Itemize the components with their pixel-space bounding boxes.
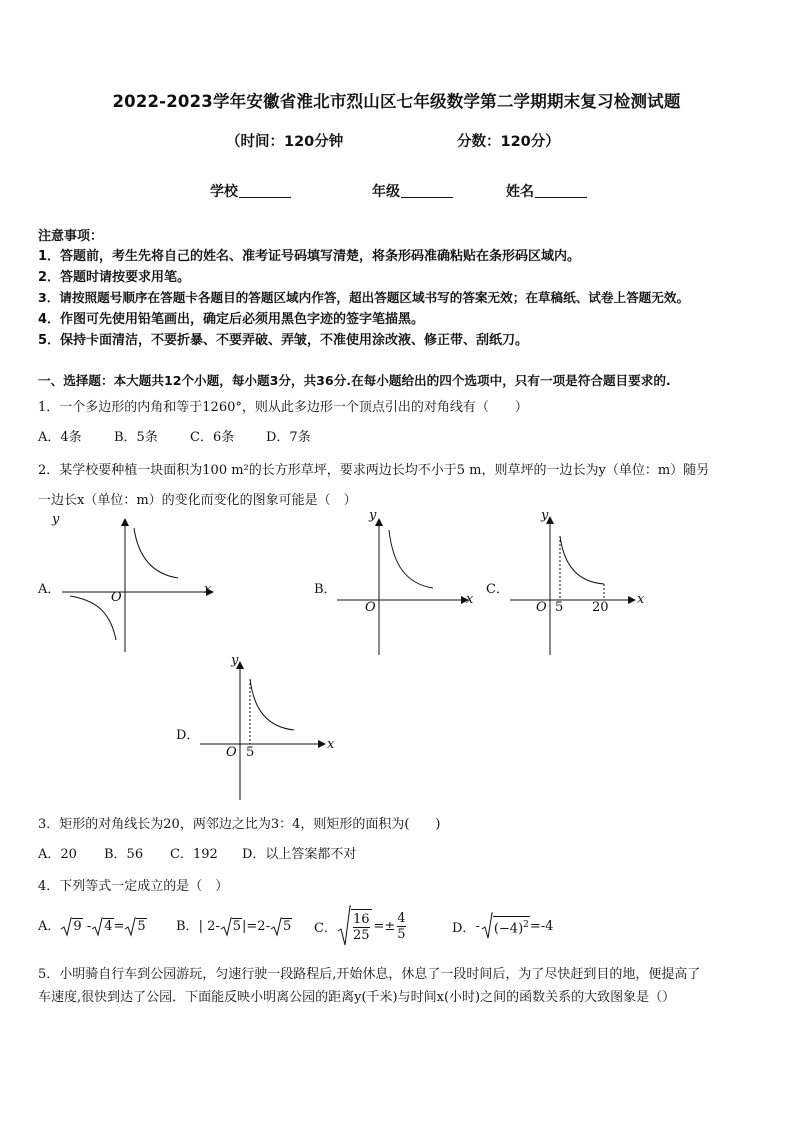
name-label: 姓名 [506,184,534,200]
q3-option-b[interactable]: B．56 [104,847,144,862]
grade-field [372,181,453,201]
grade-label: 年级 [372,184,400,200]
q4-d-result: =-4 [529,918,554,934]
q1-option-d[interactable]: D．7条 [266,430,311,445]
q4-c-equals: =± [373,918,396,934]
page-title: 2022-2023学年安徽省淮北市烈山区七年级数学第二学期期末复习检测试题 [112,92,681,111]
name-blank[interactable] [535,183,587,198]
graph-c [508,510,648,658]
sqrt-icon [481,912,493,940]
graph-a-origin: O [111,590,122,605]
q1-option-b[interactable]: B．5条 [114,430,158,445]
notice-item-4: 4．作图可先使用铅笔画出，确定后必须用黑色字迹的签字笔描黑。 [38,312,425,327]
question-3-stem: 3．矩形的对角线长为20，两邻边之比为3：4，则矩形的面积为( ) [38,817,441,832]
q4-d-radicand [493,916,530,936]
q4-b-radicand-2: 5 [282,919,292,934]
q4-c-denominator-2: 5 [397,926,406,942]
q3-option-a[interactable]: A．20 [38,847,77,862]
q4-c-denominator-1: 25 [352,928,370,943]
question-1-stem: 1．一个多边形的内角和等于1260°，则从此多边形一个顶点引出的对角线有（ ） [38,400,528,415]
sqrt-icon [60,917,72,937]
sqrt-icon [91,917,103,937]
exam-time: （时间：120分钟 [226,134,344,150]
q4-option-c-label: C． [314,920,337,936]
graph-b [335,510,495,658]
q3-option-d[interactable]: D．以上答案都不对 [242,847,357,862]
q4-option-d[interactable] [452,912,553,940]
question-2-stem-line2: 一边长x（单位：m）的变化而变化的图象可能是（ ） [38,493,357,508]
q4-c-fraction-1 [351,909,372,943]
sqrt-icon [270,917,282,937]
sqrt-icon [220,917,232,937]
q4-b-part-2: |=2- [242,919,270,934]
graph-c-tick-5: 5 [555,600,564,615]
notice-item-5: 5．保持卡面清洁，不要折暴、不要弄破、弄皱，不准使用涂改液、修正带、刮纸刀。 [38,333,529,348]
q4-a-radicand-1: 9 [73,919,82,934]
graph-c-label[interactable]: C． [486,582,509,597]
exam-score: 分数：120分） [457,134,560,150]
question-3-options [38,843,356,862]
q3-option-c[interactable]: C．192 [170,847,218,862]
graph-b-x-label: x [466,592,474,607]
school-label: 学校 [210,184,238,200]
graph-c-tick-20: 20 [592,600,609,615]
name-field [506,181,587,201]
q4-option-d-label: D． [452,920,476,936]
notice-heading: 注意事项： [38,229,104,244]
q4-a-radicand-2: 4 [104,919,113,934]
graph-a-y-label: y [52,512,60,527]
notice-item-3: 3．请按照题号顺序在答题卡各题目的答题区域内作答，超出答题区域书写的答案无效；在草稿纸、试卷上答题无效。 [38,290,690,305]
q1-option-c[interactable]: C．6条 [190,430,235,445]
q4-b-part-1: | 2- [198,919,220,934]
q4-option-c[interactable] [314,905,406,947]
graph-c-origin: O [536,600,547,615]
q4-c-numerator-2: 4 [397,910,406,926]
question-5-stem-line2: 车速度,很快到达了公园．下面能反映小明离公园的距离y(千米)与时间x(小时)之间的函数关系的大致图象是（） [38,990,676,1005]
grade-blank[interactable] [401,183,453,198]
q4-a-radicand-3: 5 [137,919,146,934]
q4-d-exponent: 2 [523,919,529,930]
q4-d-minus: - [475,918,480,934]
graph-a-label[interactable]: A． [38,582,61,597]
question-5-stem-line1: 5．小明骑自行车到公园游玩，匀速行驶一段路程后,开始休息，休息了一段时间后，为了尽快赶到目的地，便提高了 [38,967,701,982]
graph-d-x-label: x [327,737,335,752]
question-1-options [38,426,311,445]
graph-d-tick-5: 5 [246,745,255,760]
q4-option-b-label: B． [176,919,199,934]
question-4-stem: 4．下列等式一定成立的是（ ） [38,879,229,894]
graph-d-label[interactable]: D． [176,728,200,743]
q4-d-base: (−4) [493,921,524,937]
notice-item-2: 2．答题时请按要求用笔。 [38,270,191,285]
graph-b-y-label: y [369,508,377,523]
sqrt-icon [337,905,351,947]
graph-d-origin: O [226,745,237,760]
school-field [210,181,291,201]
q4-option-b[interactable] [176,915,292,937]
graph-c-x-label: x [637,592,645,607]
graph-a [60,510,220,655]
q4-b-radicand-1: 5 [232,919,242,934]
question-2-stem-line1: 2．某学校要种植一块面积为100 m²的长方形草坪，要求两边长均不小于5 m，则草坪的一边长为y（单位：m）随另 [38,463,710,478]
graph-d-y-label: y [231,653,239,668]
q4-option-a[interactable] [38,915,147,937]
section-heading: 一、选择题：本大题共12个小题，每小题3分，共36分.在每小题给出的四个选项中，只有一项是符合题目要求的. [38,373,671,388]
q4-option-a-label: A． [38,919,61,934]
q4-c-numerator-1: 16 [352,912,370,927]
school-blank[interactable] [239,183,291,198]
graph-c-y-label: y [541,508,549,523]
q4-a-minus: - [86,919,92,934]
graph-a-x-label: x [204,582,212,597]
graph-d [198,655,338,803]
sqrt-icon [124,917,136,937]
q4-c-fraction-2 [397,911,405,942]
notice-item-1: 1．答题前，考生先将自己的姓名、准考证号码填写清楚，将条形码准确粘贴在条形码区域内。 [38,249,581,264]
graph-b-origin: O [365,600,376,615]
q1-option-a[interactable]: A．4条 [38,430,82,445]
graph-b-label[interactable]: B． [314,582,337,597]
q4-a-equals: = [113,919,125,934]
